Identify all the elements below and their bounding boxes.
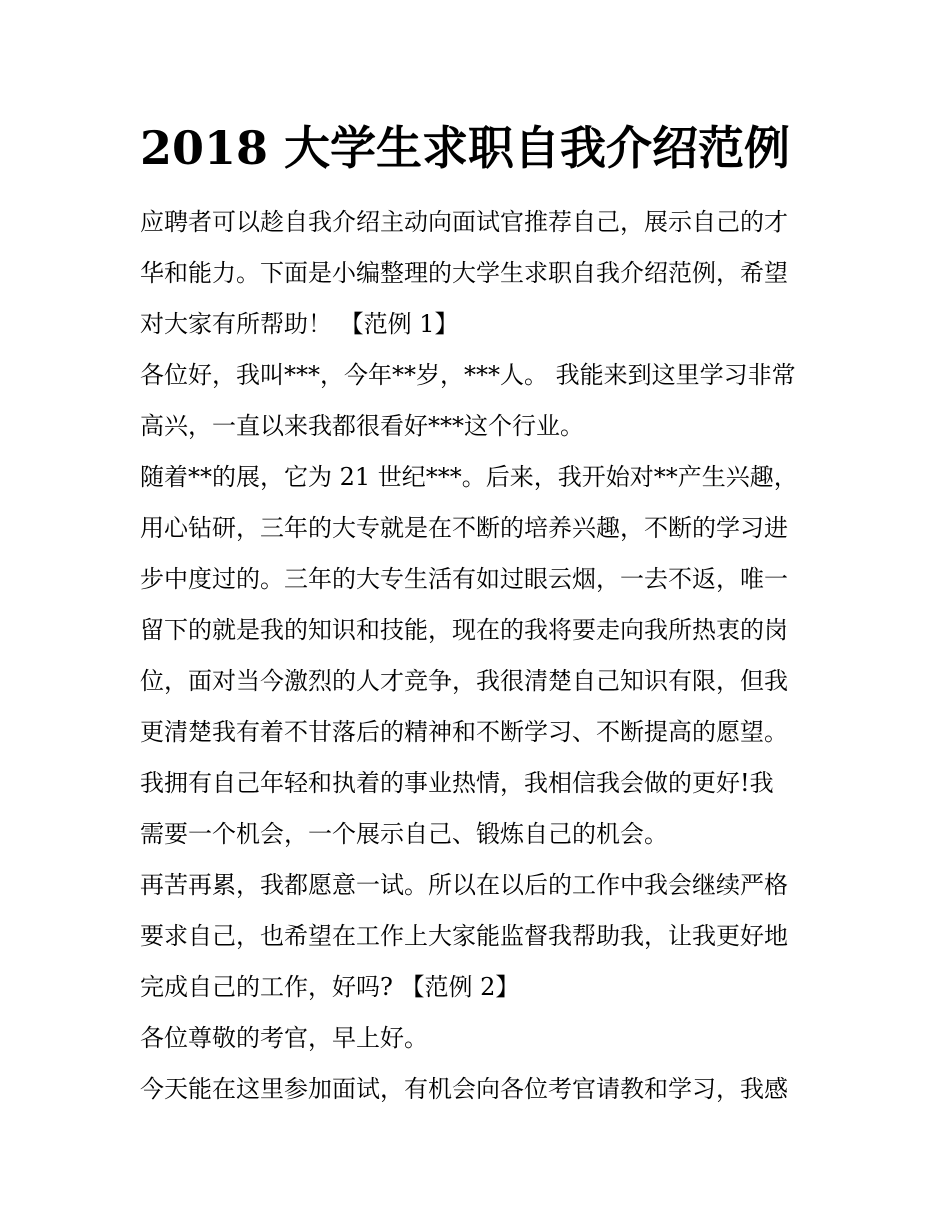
text-line: 各位好，我叫***，今年**岁，***人。 我能来到这里学习非常 xyxy=(140,361,796,389)
text-line: 我拥有自己年轻和执着的事业热情，我相信我会做的更好!我 xyxy=(140,769,774,797)
text-line: 要求自己，也希望在工作上大家能监督我帮助我，让我更好地 xyxy=(140,922,788,950)
text-line: 今天能在这里参加面试，有机会向各位考官请教和学习，我感 xyxy=(140,1075,788,1103)
text-line: 用心钻研，三年的大专就是在不断的培养兴趣，不断的学习进 xyxy=(140,514,788,542)
document-body xyxy=(140,197,820,1115)
text-line: 各位尊敬的考官，早上好。 xyxy=(140,1024,428,1052)
text-line: 位，面对当今激烈的人才竞争，我很清楚自己知识有限，但我 xyxy=(140,667,788,695)
text-line: 华和能力。下面是小编整理的大学生求职自我介绍范例，希望 xyxy=(140,259,788,287)
document-title: 2018 大学生求职自我介绍范例 xyxy=(140,121,791,175)
text-line: 步中度过的。三年的大专生活有如过眼云烟，一去不返，唯一 xyxy=(140,565,788,593)
text-line: 需要一个机会，一个展示自己、锻炼自己的机会。 xyxy=(140,820,668,848)
text-line: 对大家有所帮助！ 【范例 1】 xyxy=(140,310,459,338)
text-line: 随着**的展，它为 21 世纪***。后来，我开始对**产生兴趣， xyxy=(140,463,798,491)
text-line: 完成自己的工作，好吗? 【范例 2】 xyxy=(140,973,520,1001)
text-line: 高兴，一直以来我都很看好***这个行业。 xyxy=(140,412,584,440)
text-line: 应聘者可以趁自我介绍主动向面试官推荐自己，展示自己的才 xyxy=(140,208,788,236)
text-line: 更清楚我有着不甘落后的精神和不断学习、不断提高的愿望。 xyxy=(140,718,788,746)
text-line: 留下的就是我的知识和技能，现在的我将要走向我所热衷的岗 xyxy=(140,616,788,644)
text-line: 再苦再累，我都愿意一试。所以在以后的工作中我会继续严格 xyxy=(140,871,788,899)
